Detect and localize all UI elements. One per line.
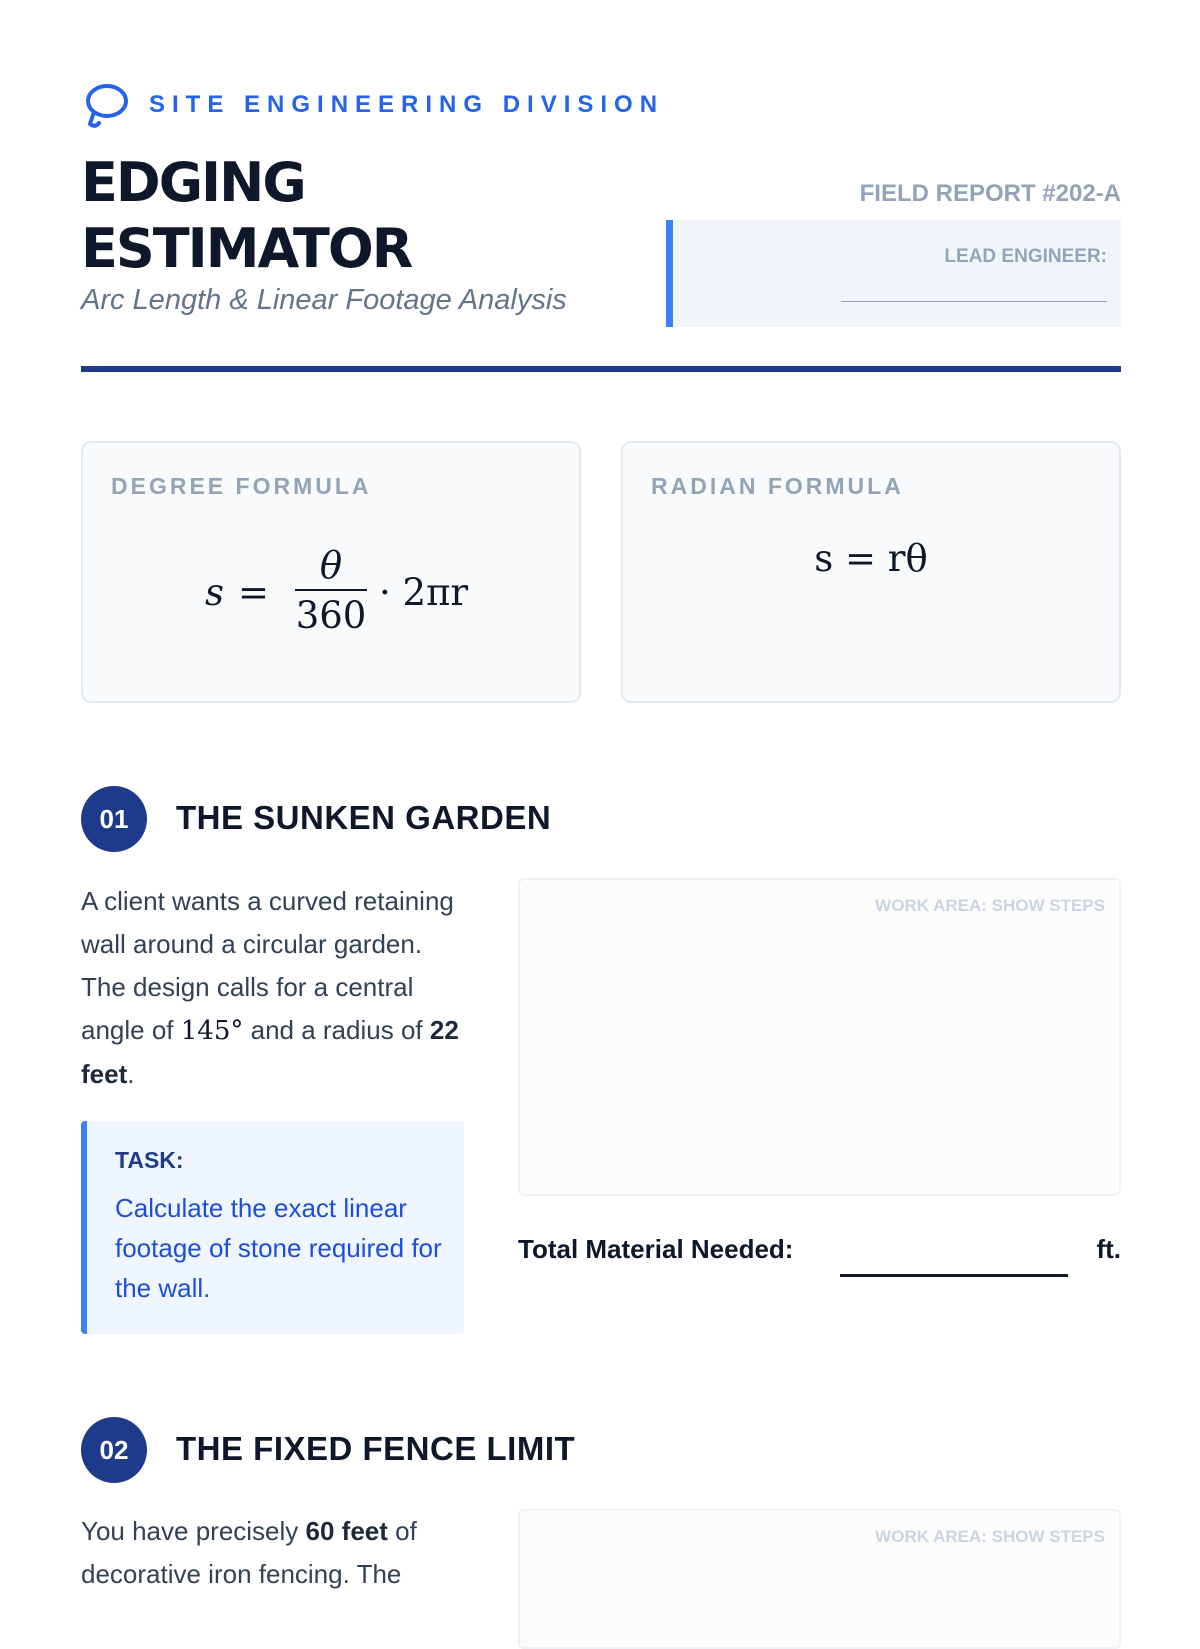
degree-formula [205, 543, 468, 641]
section-title: THE SUNKEN GARDEN [176, 799, 552, 836]
problem-text-part: You have precisely [81, 1516, 306, 1546]
problem-text-part: and a radius of [243, 1015, 430, 1045]
total-material-label: Total Material Needed: [518, 1234, 794, 1264]
problem-text-part: A client wants a curved retaining wall around a circular garden. The design calls for a central angle of [81, 886, 454, 1045]
section-number-badge: 02 [81, 1417, 147, 1483]
total-material-row [518, 1234, 1121, 1284]
formula-tail: · 2πr [379, 570, 469, 614]
lead-engineer-box [666, 220, 1121, 327]
angle-value: 145° [180, 1016, 244, 1046]
worksheet-page [81, 0, 1121, 1600]
task-text: Calculate the exact linear footage of stone required for the wall. [115, 1193, 442, 1303]
title-line-1: EDGING [81, 151, 305, 214]
work-area[interactable] [518, 878, 1121, 1196]
fraction-denominator: 360 [295, 594, 367, 637]
lead-engineer-label: LEAD ENGINEER: [944, 246, 1107, 267]
degree-formula-title: DEGREE FORMULA [111, 473, 372, 499]
lasso-icon [81, 80, 131, 130]
formula-lhs: s [205, 570, 224, 614]
title-line-2: ESTIMATOR [81, 217, 412, 280]
unit-label: ft. [1096, 1234, 1121, 1264]
problem-text-part: of decorative iron fencing. The [81, 1516, 417, 1589]
problem-text-part: . [127, 1059, 135, 1089]
fence-length-value: 60 feet [305, 1516, 388, 1546]
work-area-label: WORK AREA: SHOW STEPS [875, 1527, 1105, 1546]
radian-formula: s = rθ [814, 537, 928, 580]
report-number: FIELD REPORT #202-A [859, 180, 1121, 207]
problem-text [81, 1510, 466, 1596]
radian-formula-card [621, 441, 1121, 703]
work-area[interactable] [518, 1509, 1121, 1649]
header-divider [81, 366, 1121, 372]
work-area-label: WORK AREA: SHOW STEPS [875, 896, 1105, 915]
section-title: THE FIXED FENCE LIMIT [176, 1430, 576, 1467]
page-subtitle: Arc Length & Linear Footage Analysis [81, 284, 567, 316]
task-label: TASK: [115, 1147, 184, 1173]
radian-formula-title: RADIAN FORMULA [651, 473, 904, 499]
division-header [81, 80, 664, 130]
division-label: SITE ENGINEERING DIVISION [149, 91, 665, 118]
equals-sign: = [238, 570, 270, 614]
section-number-badge: 01 [81, 786, 147, 852]
fraction [295, 543, 367, 641]
answer-blank[interactable] [840, 1274, 1068, 1277]
lead-engineer-signature-line[interactable] [841, 301, 1107, 302]
fraction-numerator: θ [319, 544, 343, 587]
radius-value: 22 feet [81, 1015, 459, 1089]
degree-formula-card [81, 441, 581, 703]
problem-text [81, 880, 466, 1096]
page-title [81, 150, 411, 282]
task-box [81, 1121, 464, 1334]
